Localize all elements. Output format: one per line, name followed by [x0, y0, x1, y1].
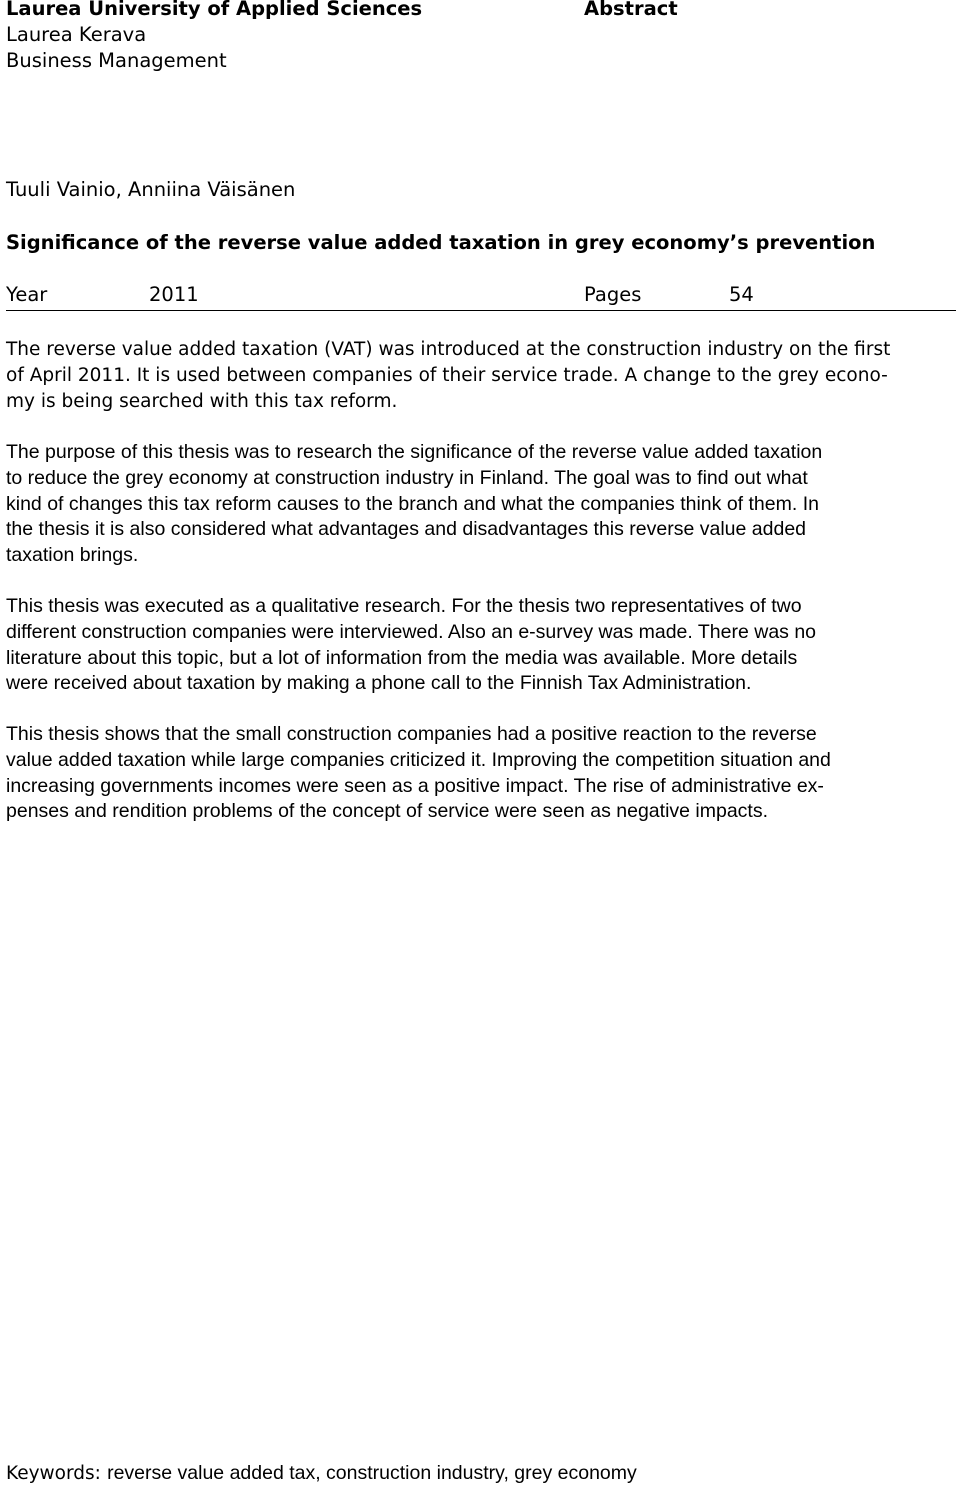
- unit-name: Laurea Kerava: [6, 23, 147, 46]
- abstract-paragraph-3: [6, 594, 956, 697]
- paragraph-line: different construction companies were interviewed. Also an e-survey was made. There was no: [6, 620, 817, 643]
- authors: Tuuli Vainio, Anniina Väisänen: [6, 178, 296, 201]
- keywords-line: [6, 1460, 637, 1487]
- paragraph-line: my is being searched with this tax reform.: [6, 390, 398, 412]
- paragraph-line: were received about taxation by making a phone call to the Finnish Tax Administration.: [6, 672, 752, 695]
- paragraph-line: penses and rendition problems of the concept of service were seen as negative impacts.: [6, 800, 769, 823]
- paragraph-line: This thesis was executed as a qualitative research. For the thesis two representatives of two: [6, 595, 802, 617]
- paragraph-line: the thesis it is also considered what advantages and disadvantages this reverse value added: [6, 518, 807, 541]
- abstract-paragraph-2: [6, 440, 956, 569]
- paragraph-line: value added taxation while large companies criticized it. Improving the competition situation and: [6, 748, 831, 771]
- university-name: Laurea University of Applied Sciences: [6, 0, 423, 20]
- abstract-paragraph-1: [6, 337, 956, 414]
- thesis-title: Significance of the reverse value added taxation in grey economy’s prevention: [6, 231, 876, 254]
- paragraph-line: of April 2011. It is used between companies of their service trade. A change to the grey econo-: [6, 364, 888, 386]
- paragraph-line: This thesis shows that the small construction companies had a positive reaction to the reverse: [6, 723, 817, 745]
- programme-name: Business Management: [6, 49, 227, 72]
- paragraph-line: The reverse value added taxation (VAT) was introduced at the construction industry on the first: [6, 339, 891, 360]
- keywords-label: Keywords:: [6, 1463, 101, 1484]
- keywords-value: reverse value added tax, construction industry, grey economy: [107, 1462, 637, 1484]
- year-label: Year: [6, 283, 48, 306]
- pages-label: Pages: [584, 283, 642, 306]
- paragraph-line: kind of changes this tax reform causes to the branch and what the companies think of them. In: [6, 492, 819, 515]
- paragraph-line: to reduce the grey economy at construction industry in Finland. The goal was to find out what: [6, 466, 808, 489]
- pages-value: 54: [729, 283, 754, 306]
- paragraph-line: taxation brings.: [6, 544, 139, 567]
- paragraph-line: literature about this topic, but a lot of information from the media was available. More details: [6, 646, 798, 669]
- paragraph-line: increasing governments incomes were seen as a positive impact. The rise of administrative ex-: [6, 774, 824, 797]
- paragraph-line: The purpose of this thesis was to research the significance of the reverse value added taxation: [6, 441, 823, 463]
- header-divider: [6, 310, 956, 311]
- document-type: Abstract: [584, 0, 678, 20]
- abstract-paragraph-4: [6, 722, 956, 825]
- year-value: 2011: [149, 283, 199, 306]
